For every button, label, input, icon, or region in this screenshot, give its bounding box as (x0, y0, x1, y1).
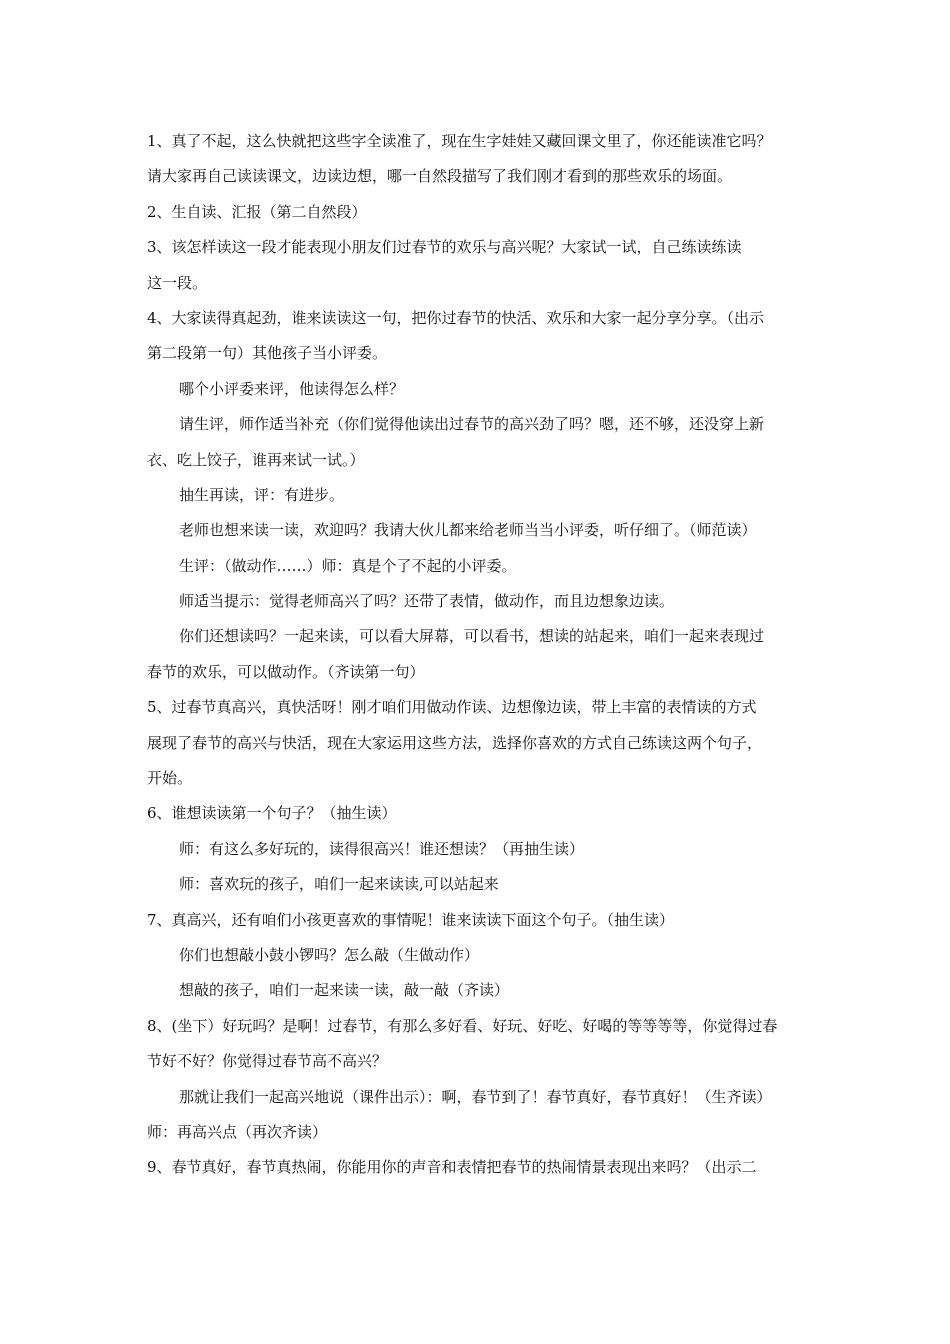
text-line: 师：有这么多好玩的，读得很高兴！谁还想读？（再抽生读） (179, 839, 585, 858)
text-line: 生评：（做动作……）师：真是个了不起的小评委。 (179, 556, 517, 575)
text-line: 衣、吃上饺子，谁再来试一试。） (147, 450, 365, 469)
text-line: 你们也想敲小鼓小锣吗？怎么敲（生做动作） (179, 945, 480, 964)
text-line: 那就让我们一起高兴地说（课件出示）：啊，春节到了！春节真好，春节真好！（生齐读） (179, 1087, 772, 1106)
text-line: 请大家再自己读读课文，边读边想，哪一自然段描写了我们刚才看到的那些欢乐的场面。 (147, 167, 733, 186)
text-line: 第二段第一句）其他孩子当小评委。 (147, 344, 388, 363)
text-line: 5、过春节真高兴，真快活呀！刚才咱们用做动作读、边想像边读，带上丰富的表情读的方式 (147, 698, 757, 717)
text-line: 4、大家读得真起劲，谁来读读这一句，把你过春节的快活、欢乐和大家一起分享分享。（出示 (147, 308, 765, 327)
text-line: 3、该怎样读这一段才能表现小朋友们过春节的欢乐与高兴呢？大家试一试，自己练读练读 (147, 238, 742, 257)
text-line: 2、生自读、汇报（第二自然段） (147, 202, 367, 221)
text-line: 你们还想读吗？一起来读，可以看大屏幕，可以看书，想读的站起来，咱们一起来表现过 (179, 627, 765, 646)
text-line: 春节的欢乐，可以做动作。（齐读第一句） (147, 662, 425, 681)
text-line: 老师也想来读一读，欢迎吗？我请大伙儿都来给老师当当小评委，听仔细了。（师范读） (179, 521, 757, 540)
text-line: 哪个小评委来评，他读得怎么样？ (179, 379, 405, 398)
text-line: 9、春节真好，春节真热闹，你能用你的声音和表情把春节的热闹情景表现出来吗？（出示二 (147, 1158, 757, 1177)
text-line: 节好不好？你觉得过春节高不高兴？ (147, 1052, 388, 1071)
text-line: 师适当提示：觉得老师高兴了吗？还带了表情，做动作，而且边想象边读。 (179, 592, 675, 611)
document-body (147, 124, 823, 1186)
text-line: 6、谁想读读第一个句子？（抽生读） (147, 804, 397, 823)
text-line: 开始。 (147, 769, 193, 788)
text-line: 展现了春节的高兴与快活，现在大家运用这些方法，选择你喜欢的方式自己练读这两个句子， (147, 733, 763, 752)
text-line: 8、(坐下）好玩吗？是啊！过春节，有那么多好看、好玩、好吃、好喝的等等等等，你觉得过春 (147, 1016, 778, 1035)
text-line: 抽生再读，评：有进步。 (179, 485, 345, 504)
text-line: 7、真高兴，还有咱们小孩更喜欢的事情呢！谁来读读下面这个句子。（抽生读） (147, 910, 675, 929)
text-line: 请生评，师作适当补充（你们觉得他读出过春节的高兴劲了吗？嗯，还不够，还没穿上新 (179, 415, 765, 434)
text-line: 师：再高兴点（再次齐读） (147, 1122, 328, 1141)
text-line: 这一段。 (147, 273, 208, 292)
text-line: 师：喜欢玩的孩子，咱们一起来读读,可以站起来 (179, 875, 499, 894)
text-line: 想敲的孩子，咱们一起来读一读，敲一敲（齐读） (179, 981, 510, 1000)
text-line: 1、真了不起，这么快就把这些字全读准了，现在生字娃娃又藏回课文里了，你还能读准它吗？ (147, 132, 772, 150)
